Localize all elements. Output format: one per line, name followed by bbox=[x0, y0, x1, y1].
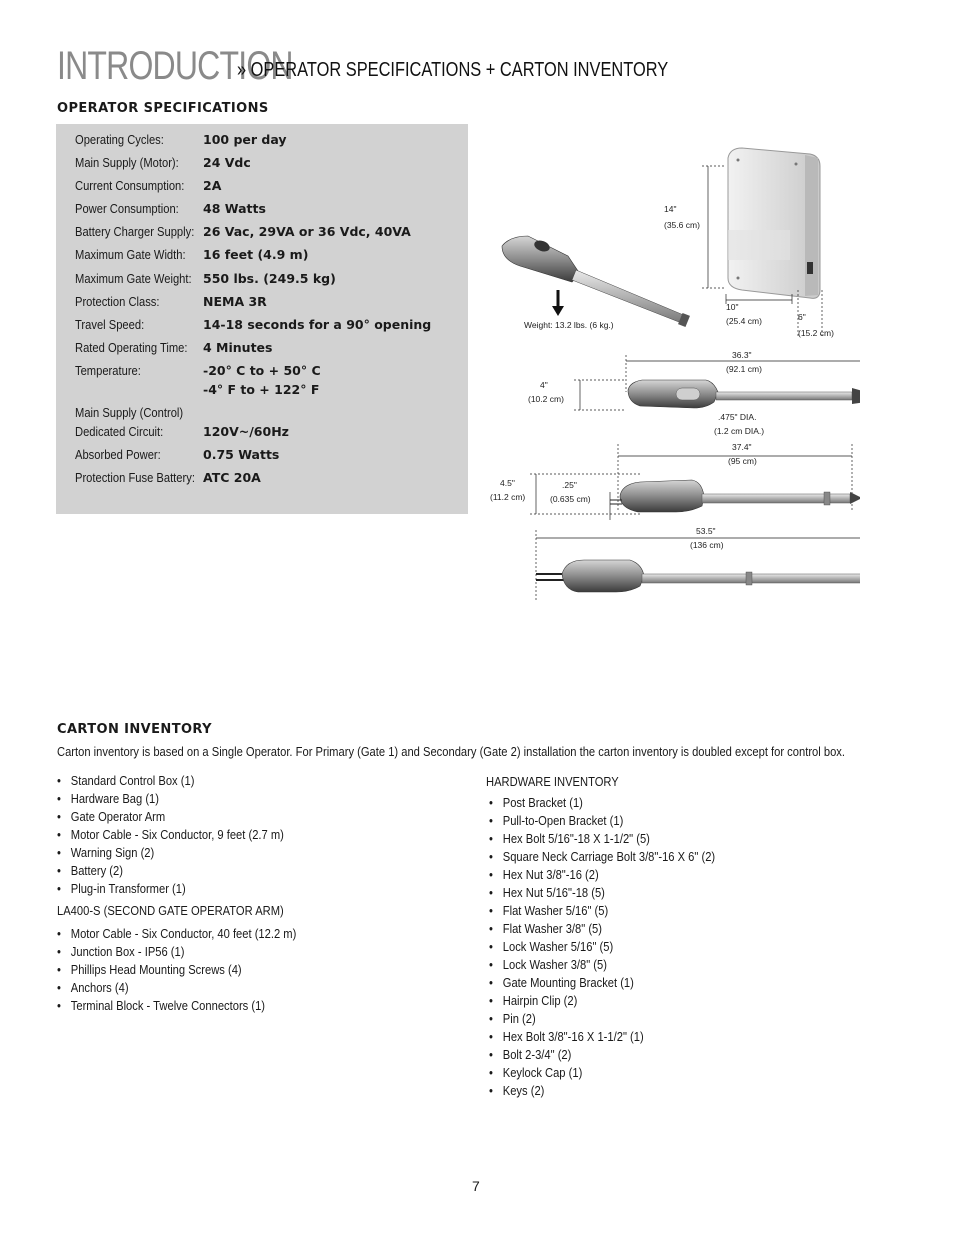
spec-row bbox=[75, 132, 287, 147]
control-box-image bbox=[728, 148, 820, 298]
list-item: • Battery (2) bbox=[57, 862, 284, 880]
spec-label: Rated Operating Time: bbox=[75, 340, 188, 355]
height-1-cm-label: (10.2 cm) bbox=[528, 394, 564, 404]
page-title bbox=[57, 44, 761, 89]
box-height-cm-label: (35.6 cm) bbox=[664, 220, 700, 230]
length-3-cm-label: (136 cm) bbox=[690, 540, 724, 550]
box-width-label: 10" bbox=[726, 302, 739, 312]
list-item: • Pin (2) bbox=[489, 1010, 715, 1028]
spec-label: Temperature: bbox=[75, 363, 141, 378]
spec-row bbox=[75, 447, 280, 462]
arm-extended-view bbox=[536, 526, 860, 600]
list-item: • Bolt 2-3/4" (2) bbox=[489, 1046, 715, 1064]
spec-label: Protection Class: bbox=[75, 294, 160, 309]
spec-row bbox=[75, 424, 289, 439]
spec-value: 4 Minutes bbox=[203, 340, 273, 355]
height-2-label: 4.5" bbox=[500, 478, 515, 488]
title-main: INTRODUCTION bbox=[57, 44, 293, 88]
weight-label: Weight: 13.2 lbs. (6 kg.) bbox=[524, 320, 614, 330]
spec-label: Main Supply (Motor): bbox=[75, 155, 179, 170]
spec-label: Travel Speed: bbox=[75, 317, 145, 332]
list-item: • Pull-to-Open Bracket (1) bbox=[489, 812, 715, 830]
spec-row bbox=[75, 271, 336, 286]
spec-label: Operating Cycles: bbox=[75, 132, 164, 147]
length-3-label: 53.5" bbox=[696, 526, 716, 536]
offset-cm-label: (0.635 cm) bbox=[550, 494, 591, 504]
length-2-cm-label: (95 cm) bbox=[728, 456, 757, 466]
spec-label: Battery Charger Supply: bbox=[75, 224, 195, 239]
spec-value: 16 feet (4.9 m) bbox=[203, 247, 309, 262]
list-item: • Lock Washer 5/16" (5) bbox=[489, 938, 715, 956]
list-item: • Gate Mounting Bracket (1) bbox=[489, 974, 715, 992]
box-height-dim bbox=[664, 166, 724, 288]
list-item: • Junction Box - IP56 (1) bbox=[57, 943, 296, 961]
spec-label: Main Supply (Control) bbox=[75, 405, 184, 420]
spec-value: 24 Vdc bbox=[203, 155, 251, 170]
title-sub: » OPERATOR SPECIFICATIONS + CARTON INVENTORY bbox=[237, 59, 669, 81]
list-item: • Lock Washer 3/8" (5) bbox=[489, 956, 715, 974]
spec-row bbox=[75, 247, 309, 262]
spec-value: 120V~/60Hz bbox=[203, 424, 289, 439]
spec-value: 100 per day bbox=[203, 132, 287, 147]
second-gate-list bbox=[57, 925, 335, 1015]
spec-row bbox=[75, 155, 251, 170]
list-item: • Hairpin Clip (2) bbox=[489, 992, 715, 1010]
spec-row bbox=[75, 294, 267, 309]
spec-value: 550 lbs. (249.5 kg) bbox=[203, 271, 336, 286]
list-item: • Hex Bolt 3/8"-16 X 1-1/2" (1) bbox=[489, 1028, 715, 1046]
list-item: • Plug-in Transformer (1) bbox=[57, 880, 284, 898]
box-height-label: 14" bbox=[664, 204, 677, 214]
list-item: • Square Neck Carriage Bolt 3/8"-16 X 6" (2) bbox=[489, 848, 715, 866]
spec-row bbox=[75, 382, 320, 397]
spec-label: Maximum Gate Weight: bbox=[75, 271, 192, 286]
hardware-list bbox=[489, 794, 752, 1100]
spec-value: 14-18 seconds for a 90° opening bbox=[203, 317, 432, 332]
operator-arm-image bbox=[502, 236, 690, 330]
dimension-diagram bbox=[480, 140, 860, 610]
carton-list bbox=[57, 772, 321, 898]
spec-row bbox=[75, 317, 432, 332]
list-item: • Warning Sign (2) bbox=[57, 844, 284, 862]
box-width-dim bbox=[726, 294, 792, 326]
list-item: • Hardware Bag (1) bbox=[57, 790, 284, 808]
spec-label: Maximum Gate Width: bbox=[75, 247, 186, 262]
spec-row bbox=[75, 224, 411, 239]
carton-heading: CARTON INVENTORY bbox=[57, 722, 212, 737]
list-item: • Motor Cable - Six Conductor, 9 feet (2.7 m) bbox=[57, 826, 284, 844]
spec-value: 2A bbox=[203, 178, 222, 193]
spec-value: -4° F to + 122° F bbox=[203, 382, 320, 397]
list-item: • Hex Bolt 5/16"-18 X 1-1/2" (5) bbox=[489, 830, 715, 848]
spec-label: Dedicated Circuit: bbox=[75, 424, 164, 439]
list-item: • Flat Washer 5/16" (5) bbox=[489, 902, 715, 920]
spec-row bbox=[75, 178, 222, 193]
spec-row bbox=[75, 201, 266, 216]
specs-panel bbox=[56, 124, 468, 514]
offset-label: .25" bbox=[562, 480, 577, 490]
list-item: • Keys (2) bbox=[489, 1082, 715, 1100]
length-2-label: 37.4" bbox=[732, 442, 752, 452]
height-1-label: 4" bbox=[540, 380, 548, 390]
spec-row bbox=[75, 363, 321, 378]
spec-label: Protection Fuse Battery: bbox=[75, 470, 195, 485]
list-item: • Post Bracket (1) bbox=[489, 794, 715, 812]
length-1-label: 36.3" bbox=[732, 350, 752, 360]
box-width-cm-label: (25.4 cm) bbox=[726, 316, 762, 326]
list-item: • Flat Washer 3/8" (5) bbox=[489, 920, 715, 938]
length-1-cm-label: (92.1 cm) bbox=[726, 364, 762, 374]
spec-value: 26 Vac, 29VA or 36 Vdc, 40VA bbox=[203, 224, 411, 239]
spec-value: NEMA 3R bbox=[203, 294, 267, 309]
list-item: • Hex Nut 5/16"-18 (5) bbox=[489, 884, 715, 902]
diameter-label: .475" DIA. bbox=[718, 412, 757, 422]
spec-label: Current Consumption: bbox=[75, 178, 185, 193]
spec-label: Power Consumption: bbox=[75, 201, 179, 216]
list-item: • Motor Cable - Six Conductor, 40 feet (12.2 m) bbox=[57, 925, 296, 943]
diameter-cm-label: (1.2 cm DIA.) bbox=[714, 426, 765, 436]
second-gate-heading: LA400-S (SECOND GATE OPERATOR ARM) bbox=[57, 903, 284, 918]
spec-value: 48 Watts bbox=[203, 201, 266, 216]
spec-label: Absorbed Power: bbox=[75, 447, 161, 462]
list-item: • Keylock Cap (1) bbox=[489, 1064, 715, 1082]
page-number: 7 bbox=[472, 1178, 480, 1194]
spec-value: -20° C to + 50° C bbox=[203, 363, 321, 378]
list-item: • Terminal Block - Twelve Connectors (1) bbox=[57, 997, 296, 1015]
list-item: • Hex Nut 3/8"-16 (2) bbox=[489, 866, 715, 884]
list-item: • Anchors (4) bbox=[57, 979, 296, 997]
spec-value: 0.75 Watts bbox=[203, 447, 280, 462]
height-2-cm-label: (11.2 cm) bbox=[490, 492, 526, 502]
carton-intro: Carton inventory is based on a Single Operator. For Primary (Gate 1) and Secondary (Gate 2) installation the carton inventory is doubled except for control box. bbox=[57, 744, 845, 759]
list-item: • Phillips Head Mounting Screws (4) bbox=[57, 961, 296, 979]
spec-row bbox=[75, 470, 261, 485]
box-depth-label: 6" bbox=[798, 312, 806, 322]
spec-value: ATC 20A bbox=[203, 470, 261, 485]
list-item: • Standard Control Box (1) bbox=[57, 772, 284, 790]
hardware-heading: HARDWARE INVENTORY bbox=[486, 774, 619, 789]
spec-row bbox=[75, 340, 273, 355]
spec-row bbox=[75, 405, 205, 420]
list-item: • Gate Operator Arm bbox=[57, 808, 284, 826]
box-depth-cm-label: (15.2 cm) bbox=[798, 328, 834, 338]
specs-heading: OPERATOR SPECIFICATIONS bbox=[57, 101, 269, 116]
arm-side-view bbox=[490, 474, 860, 520]
